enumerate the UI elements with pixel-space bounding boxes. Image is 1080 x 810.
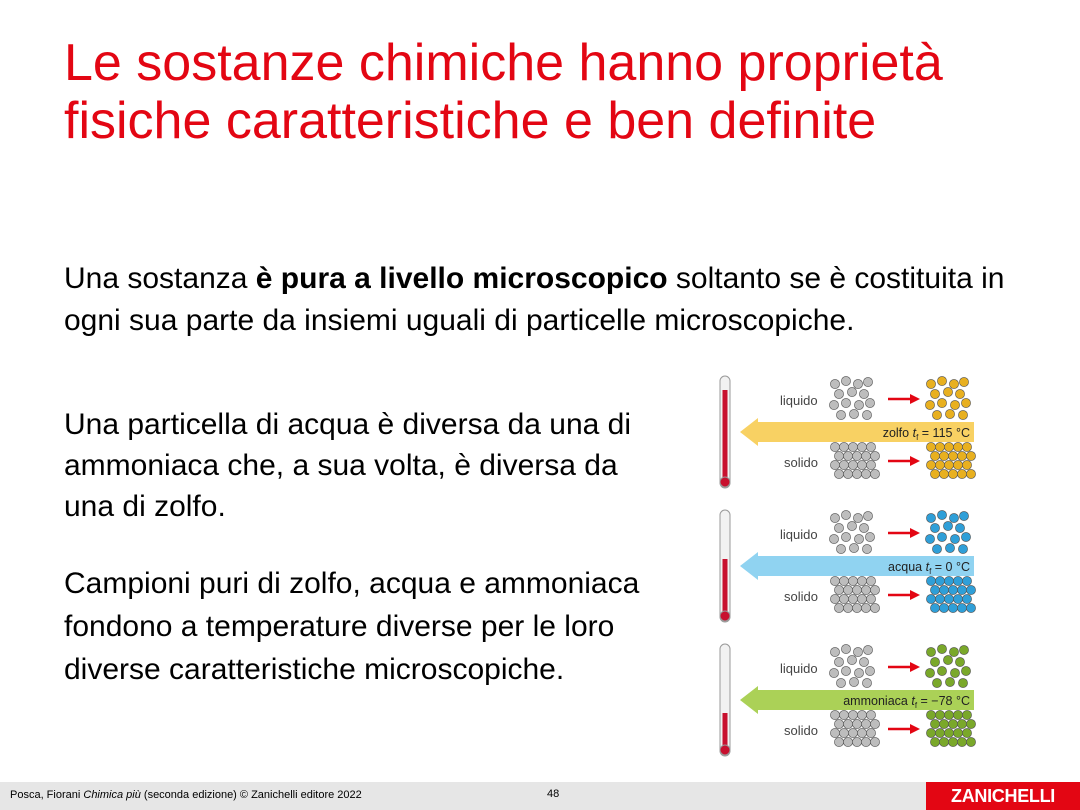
red-arrow bbox=[888, 456, 920, 466]
melting-panel-acqua bbox=[720, 510, 976, 622]
solid-label-acqua: solido bbox=[784, 589, 818, 604]
gray-liquid-particles bbox=[829, 376, 874, 419]
publisher-logo: ZANICHELLI bbox=[926, 782, 1080, 810]
solid-label-zolfo: solido bbox=[784, 455, 818, 470]
red-arrow bbox=[888, 528, 920, 538]
intro-text-end: soltanto se è costituita in ogni sua parte da insiemi uguali di particelle microscopiche. bbox=[64, 262, 1005, 337]
footer-credit bbox=[10, 789, 362, 801]
gray-solid-particles bbox=[830, 710, 879, 746]
melting-panel-zolfo bbox=[720, 376, 976, 488]
red-arrow bbox=[888, 394, 920, 404]
credit-book-title: Chimica più bbox=[83, 789, 141, 801]
colored-liquid-particles bbox=[925, 644, 970, 687]
red-arrow bbox=[888, 724, 920, 734]
footer-bar bbox=[0, 782, 1080, 810]
temperature-arrow-acqua bbox=[740, 552, 974, 580]
melting-point-label-ammoniaca: ammoniaca $t_f = -78$ °C bbox=[843, 694, 970, 710]
gray-solid-particles bbox=[830, 442, 879, 478]
melting-paragraph: Campioni puri di zolfo, acqua e ammoniaca fondono a temperature diverse per le loro diverse caratteristiche microscopiche. bbox=[64, 567, 640, 686]
melting-illustration bbox=[712, 372, 982, 758]
melting-panel-ammoniaca bbox=[720, 644, 976, 756]
melting-point-label-acqua: acqua $t_f = 0$ °C bbox=[888, 560, 970, 576]
colored-solid-particles bbox=[926, 576, 975, 612]
temperature-arrow-ammoniaca bbox=[740, 686, 974, 714]
particles-paragraph: Una particella di acqua è diversa da una di ammoniaca che, a sua volta, è diversa da una di zolfo. bbox=[64, 408, 632, 523]
red-arrow bbox=[888, 662, 920, 672]
thermometer-acqua bbox=[720, 510, 730, 622]
colored-liquid-particles bbox=[925, 376, 970, 419]
thermometer-zolfo bbox=[720, 376, 730, 488]
solid-label-ammoniaca: solido bbox=[784, 723, 818, 738]
intro-bold-phrase: è pura a livello microscopico bbox=[255, 262, 668, 295]
thermometer-ammoniaca bbox=[720, 644, 730, 756]
temperature-arrow-zolfo bbox=[740, 418, 974, 446]
gray-solid-particles bbox=[830, 576, 879, 612]
intro-paragraph bbox=[64, 258, 1024, 342]
colored-solid-particles bbox=[926, 710, 975, 746]
liquid-label-zolfo: liquido bbox=[780, 393, 818, 408]
liquid-label-acqua: liquido bbox=[780, 527, 818, 542]
page-number: 48 bbox=[547, 788, 560, 800]
red-arrow bbox=[888, 590, 920, 600]
credit-authors: Posca, Fiorani bbox=[10, 789, 84, 801]
colored-solid-particles bbox=[926, 442, 975, 478]
slide-title: Le sostanze chimiche hanno proprietà fisiche caratteristiche e ben definite bbox=[64, 34, 943, 150]
gray-liquid-particles bbox=[829, 510, 874, 553]
gray-liquid-particles bbox=[829, 644, 874, 687]
melting-point-label-zolfo: zolfo $t_f = 115$ °C bbox=[882, 426, 970, 442]
colored-liquid-particles bbox=[925, 510, 970, 553]
intro-text-start: Una sostanza bbox=[64, 262, 256, 295]
liquid-label-ammoniaca: liquido bbox=[780, 661, 818, 676]
credit-edition: (seconda edizione) © Zanichelli editore 2022 bbox=[140, 789, 362, 801]
